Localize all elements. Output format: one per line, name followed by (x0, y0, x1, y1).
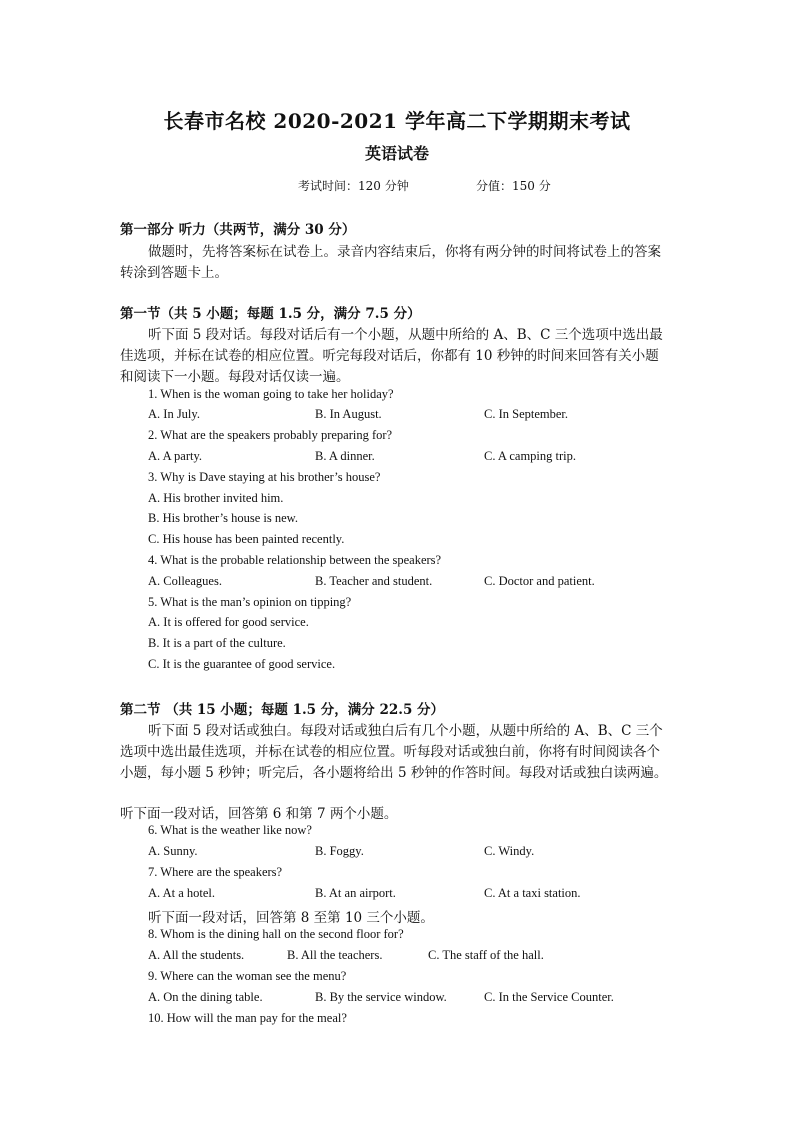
section1-heading: 第一节（共 5 小题；每题 1.5 分，满分 7.5 分） (120, 306, 421, 322)
question-10: 10. How will the man pay for the meal? (148, 1011, 347, 1025)
q2-option-a: A. A party. (148, 449, 203, 463)
q5-option-b: B. It is a part of the culture. (148, 636, 286, 650)
q3-option-a: A. His brother invited him. (148, 491, 284, 505)
exam-title: 长春市名校 2020-2021 学年高二下学期期末考试 (163, 109, 631, 133)
q1-option-a: A. In July. (148, 407, 200, 421)
q7-option-a: A. At a hotel. (148, 886, 216, 900)
question-9: 9. Where can the woman see the menu? (148, 969, 347, 983)
question-7: 7. Where are the speakers? (148, 865, 283, 879)
exam-subtitle: 英语试卷 (364, 144, 429, 163)
q9-option-a: A. On the dining table. (148, 990, 263, 1004)
q7-option-c: C. At a taxi station. (484, 886, 581, 900)
section2-heading: 第二节 （共 15 小题；每题 1.5 分，满分 22.5 分） (120, 702, 445, 718)
q8-option-b: B. All the teachers. (287, 948, 383, 962)
q6-option-c: C. Windy. (484, 844, 535, 858)
q3-option-b: B. His brother’s house is new. (148, 511, 298, 525)
part1-instructions-line1: 做题时，先将答案标在试卷上。录音内容结束后，你将有两分钟的时间将试卷上的答案 (148, 244, 661, 260)
part1-heading: 第一部分 听力（共两节，满分 30 分） (120, 222, 356, 238)
exam-time: 考试时间：120 分钟 (298, 179, 409, 193)
part1-instructions-line2: 转涂到答题卡上。 (120, 265, 228, 281)
section2-instructions-line1: 听下面 5 段对话或独白。每段对话或独白后有几个小题，从题中所给的 A、B、C 三个 (148, 723, 663, 739)
q6-option-b: B. Foggy. (315, 844, 364, 858)
section1-instructions-line2: 佳选项，并标在试卷的相应位置。听完每段对话后，你都有 10 秒钟的时间来回答有关小题 (120, 348, 659, 364)
question-4: 4. What is the probable relationship between the speakers? (148, 553, 442, 567)
section2-instructions-line2: 选项中选出最佳选项，并标在试卷的相应位置。听每段对话或独白前，你将有时间阅读各个 (120, 744, 660, 760)
q1-option-c: C. In September. (484, 407, 569, 421)
q5-option-c: C. It is the guarantee of good service. (148, 657, 336, 671)
q8-option-a: A. All the students. (148, 948, 245, 962)
question-1: 1. When is the woman going to take her holiday? (148, 387, 394, 401)
q1-option-b: B. In August. (315, 407, 382, 421)
q7-option-b: B. At an airport. (315, 886, 396, 900)
q5-option-a: A. It is offered for good service. (148, 615, 309, 629)
section1-instructions-line1: 听下面 5 段对话。每段对话后有一个小题，从题中所给的 A、B、C 三个选项中选出最 (148, 327, 663, 343)
q8-option-c: C. The staff of the hall. (428, 948, 544, 962)
q4-option-c: C. Doctor and patient. (484, 574, 595, 588)
question-8: 8. Whom is the dining hall on the second floor for? (148, 927, 404, 941)
question-6: 6. What is the weather like now? (148, 823, 312, 837)
q4-option-b: B. Teacher and student. (315, 574, 433, 588)
q9-option-b: B. By the service window. (315, 990, 447, 1004)
q6-option-a: A. Sunny. (148, 844, 198, 858)
q9-option-c: C. In the Service Counter. (484, 990, 614, 1004)
dialog-7-intro: 听下面一段对话，回答第 8 至第 10 三个小题。 (148, 910, 434, 926)
exam-score: 分值：150 分 (476, 179, 551, 193)
question-2: 2. What are the speakers probably preparing for? (148, 428, 393, 442)
question-3: 3. Why is Dave staying at his brother’s house? (148, 470, 381, 484)
q3-option-c: C. His house has been painted recently. (148, 532, 345, 546)
q2-option-b: B. A dinner. (315, 449, 375, 463)
dialog-6-intro: 听下面一段对话，回答第 6 和第 7 两个小题。 (120, 806, 398, 822)
section2-instructions-line3: 小题，每小题 5 秒钟；听完后，各小题将给出 5 秒钟的作答时间。每段对话或独白读两遍。 (120, 765, 668, 781)
question-5: 5. What is the man’s opinion on tipping? (148, 595, 352, 609)
section1-instructions-line3: 和阅读下一小题。每段对话仅读一遍。 (120, 369, 350, 385)
q2-option-c: C. A camping trip. (484, 449, 577, 463)
q4-option-a: A. Colleagues. (148, 574, 222, 588)
